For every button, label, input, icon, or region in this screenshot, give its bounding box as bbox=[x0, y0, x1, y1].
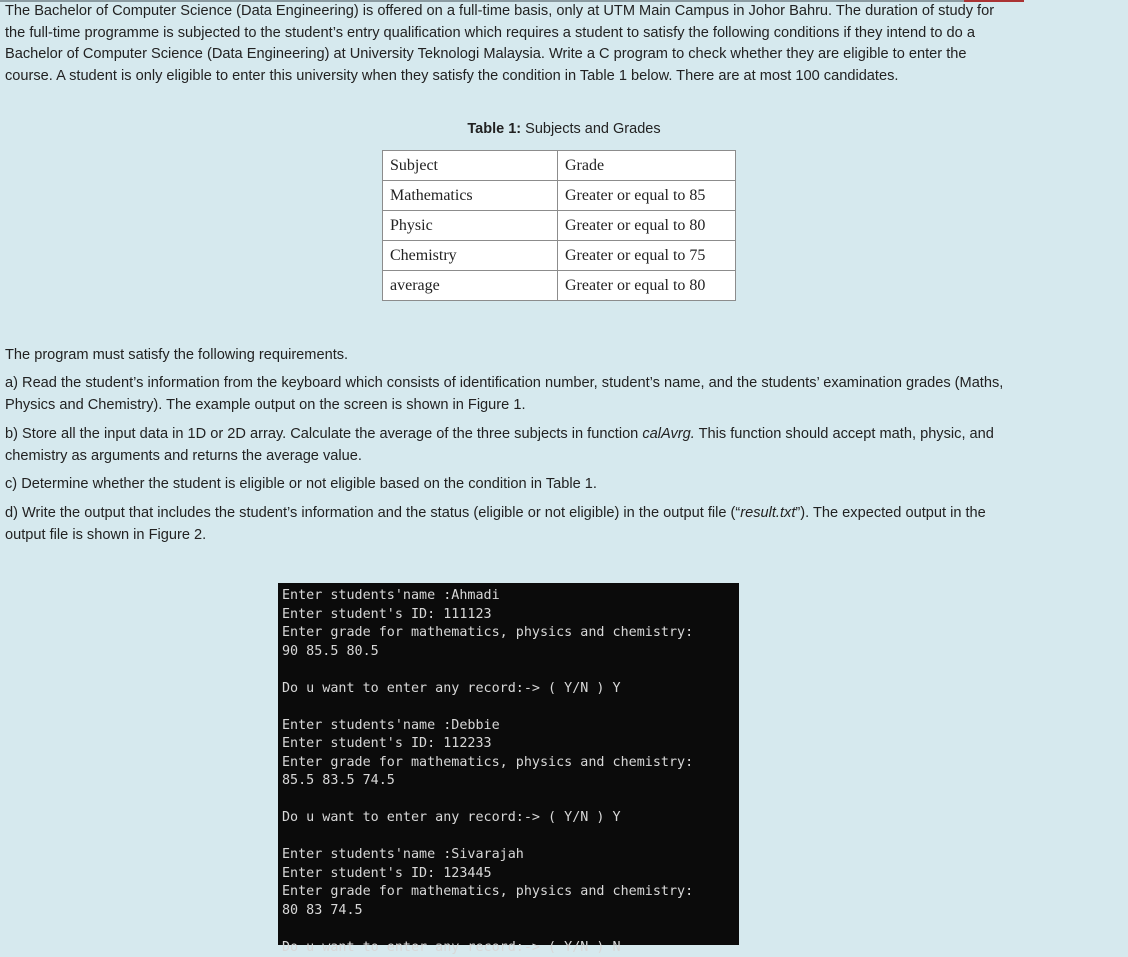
console-line: Do u want to enter any record:-> ( Y/N ) Y bbox=[278, 809, 739, 828]
table-row bbox=[383, 241, 736, 271]
console-line: 85.5 83.5 74.5 bbox=[278, 772, 739, 791]
requirement-a: a) Read the student’s information from the keyboard which consists of identification number, student’s name, and the students’ examination grades (Maths, Physics and Chemistry). The example output on the screen is shown in Figure 1. bbox=[5, 373, 1015, 416]
console-line: Enter student's ID: 112233 bbox=[278, 735, 739, 754]
table-cell: Greater or equal to 85 bbox=[558, 181, 736, 211]
requirement-b bbox=[5, 424, 1015, 467]
console-screenshot bbox=[278, 583, 739, 945]
console-line: 90 85.5 80.5 bbox=[278, 643, 739, 662]
table-row bbox=[383, 271, 736, 301]
table-cell: Chemistry bbox=[383, 241, 558, 271]
table-header-cell: Grade bbox=[558, 151, 736, 181]
table-header-cell: Subject bbox=[383, 151, 558, 181]
requirement-c: c) Determine whether the student is eligible or not eligible based on the condition in Table 1. bbox=[5, 474, 1015, 496]
console-line: 80 83 74.5 bbox=[278, 902, 739, 921]
table-header-row bbox=[383, 151, 736, 181]
console-line: Enter grade for mathematics, physics and chemistry: bbox=[278, 624, 739, 643]
requirements-title: The program must satisfy the following requirements. bbox=[5, 345, 1015, 367]
console-line: Do u want to enter any record:-> ( Y/N ) N bbox=[278, 939, 739, 957]
console-line: Do u want to enter any record:-> ( Y/N ) Y bbox=[278, 680, 739, 699]
console-line: Enter students'name :Sivarajah bbox=[278, 846, 739, 865]
console-line: Enter grade for mathematics, physics and chemistry: bbox=[278, 754, 739, 773]
console-line bbox=[278, 698, 739, 717]
console-line: Enter student's ID: 123445 bbox=[278, 865, 739, 884]
table-row bbox=[383, 211, 736, 241]
function-name: calAvrg. bbox=[642, 426, 694, 442]
output-filename: result.txt bbox=[740, 505, 795, 521]
table-cell: Greater or equal to 75 bbox=[558, 241, 736, 271]
intro-paragraph: The Bachelor of Computer Science (Data Engineering) is offered on a full-time basis, only at UTM Main Campus in Johor Bahru. The duration of study for the full-time programme is subjected to the student’s entry qualification which requires a student to satisfy the following conditions if they intend to do a Bachelor of Computer Science (Data Engineering) at University Teknologi Malaysia. Write a C program to check whether they are eligible to enter the course. A student is only eligible to enter this university when they satisfy the condition in Table 1 below. There are at most 100 candidates. bbox=[5, 1, 1015, 87]
table-cell: Greater or equal to 80 bbox=[558, 271, 736, 301]
console-line: Enter student's ID: 111123 bbox=[278, 606, 739, 625]
console-line bbox=[278, 920, 739, 939]
requirement-d-pre: d) Write the output that includes the student’s information and the status (eligible or not eligible) in the output file (“ bbox=[5, 505, 740, 521]
table-row bbox=[383, 181, 736, 211]
table-cell: Greater or equal to 80 bbox=[558, 211, 736, 241]
requirement-b-post: This function should accept math, physic, and chemistry as arguments and returns the average value. bbox=[5, 426, 994, 464]
console-line: Enter students'name :Debbie bbox=[278, 717, 739, 736]
console-line bbox=[278, 661, 739, 680]
console-line bbox=[278, 828, 739, 847]
console-line: Enter students'name :Ahmadi bbox=[278, 587, 739, 606]
requirement-b-pre: b) Store all the input data in 1D or 2D array. Calculate the average of the three subjects in function bbox=[5, 426, 642, 442]
table-cell: Physic bbox=[383, 211, 558, 241]
table-caption-label: Table 1: bbox=[467, 121, 521, 137]
table-caption bbox=[0, 121, 1128, 137]
table-cell: average bbox=[383, 271, 558, 301]
grades-table bbox=[382, 150, 736, 301]
console-line: Enter grade for mathematics, physics and chemistry: bbox=[278, 883, 739, 902]
table-caption-text: Subjects and Grades bbox=[521, 121, 660, 137]
requirement-d-post: ”). The expected output in the output file is shown in Figure 2. bbox=[5, 505, 986, 543]
console-line bbox=[278, 791, 739, 810]
table-cell: Mathematics bbox=[383, 181, 558, 211]
requirement-d bbox=[5, 503, 1015, 546]
